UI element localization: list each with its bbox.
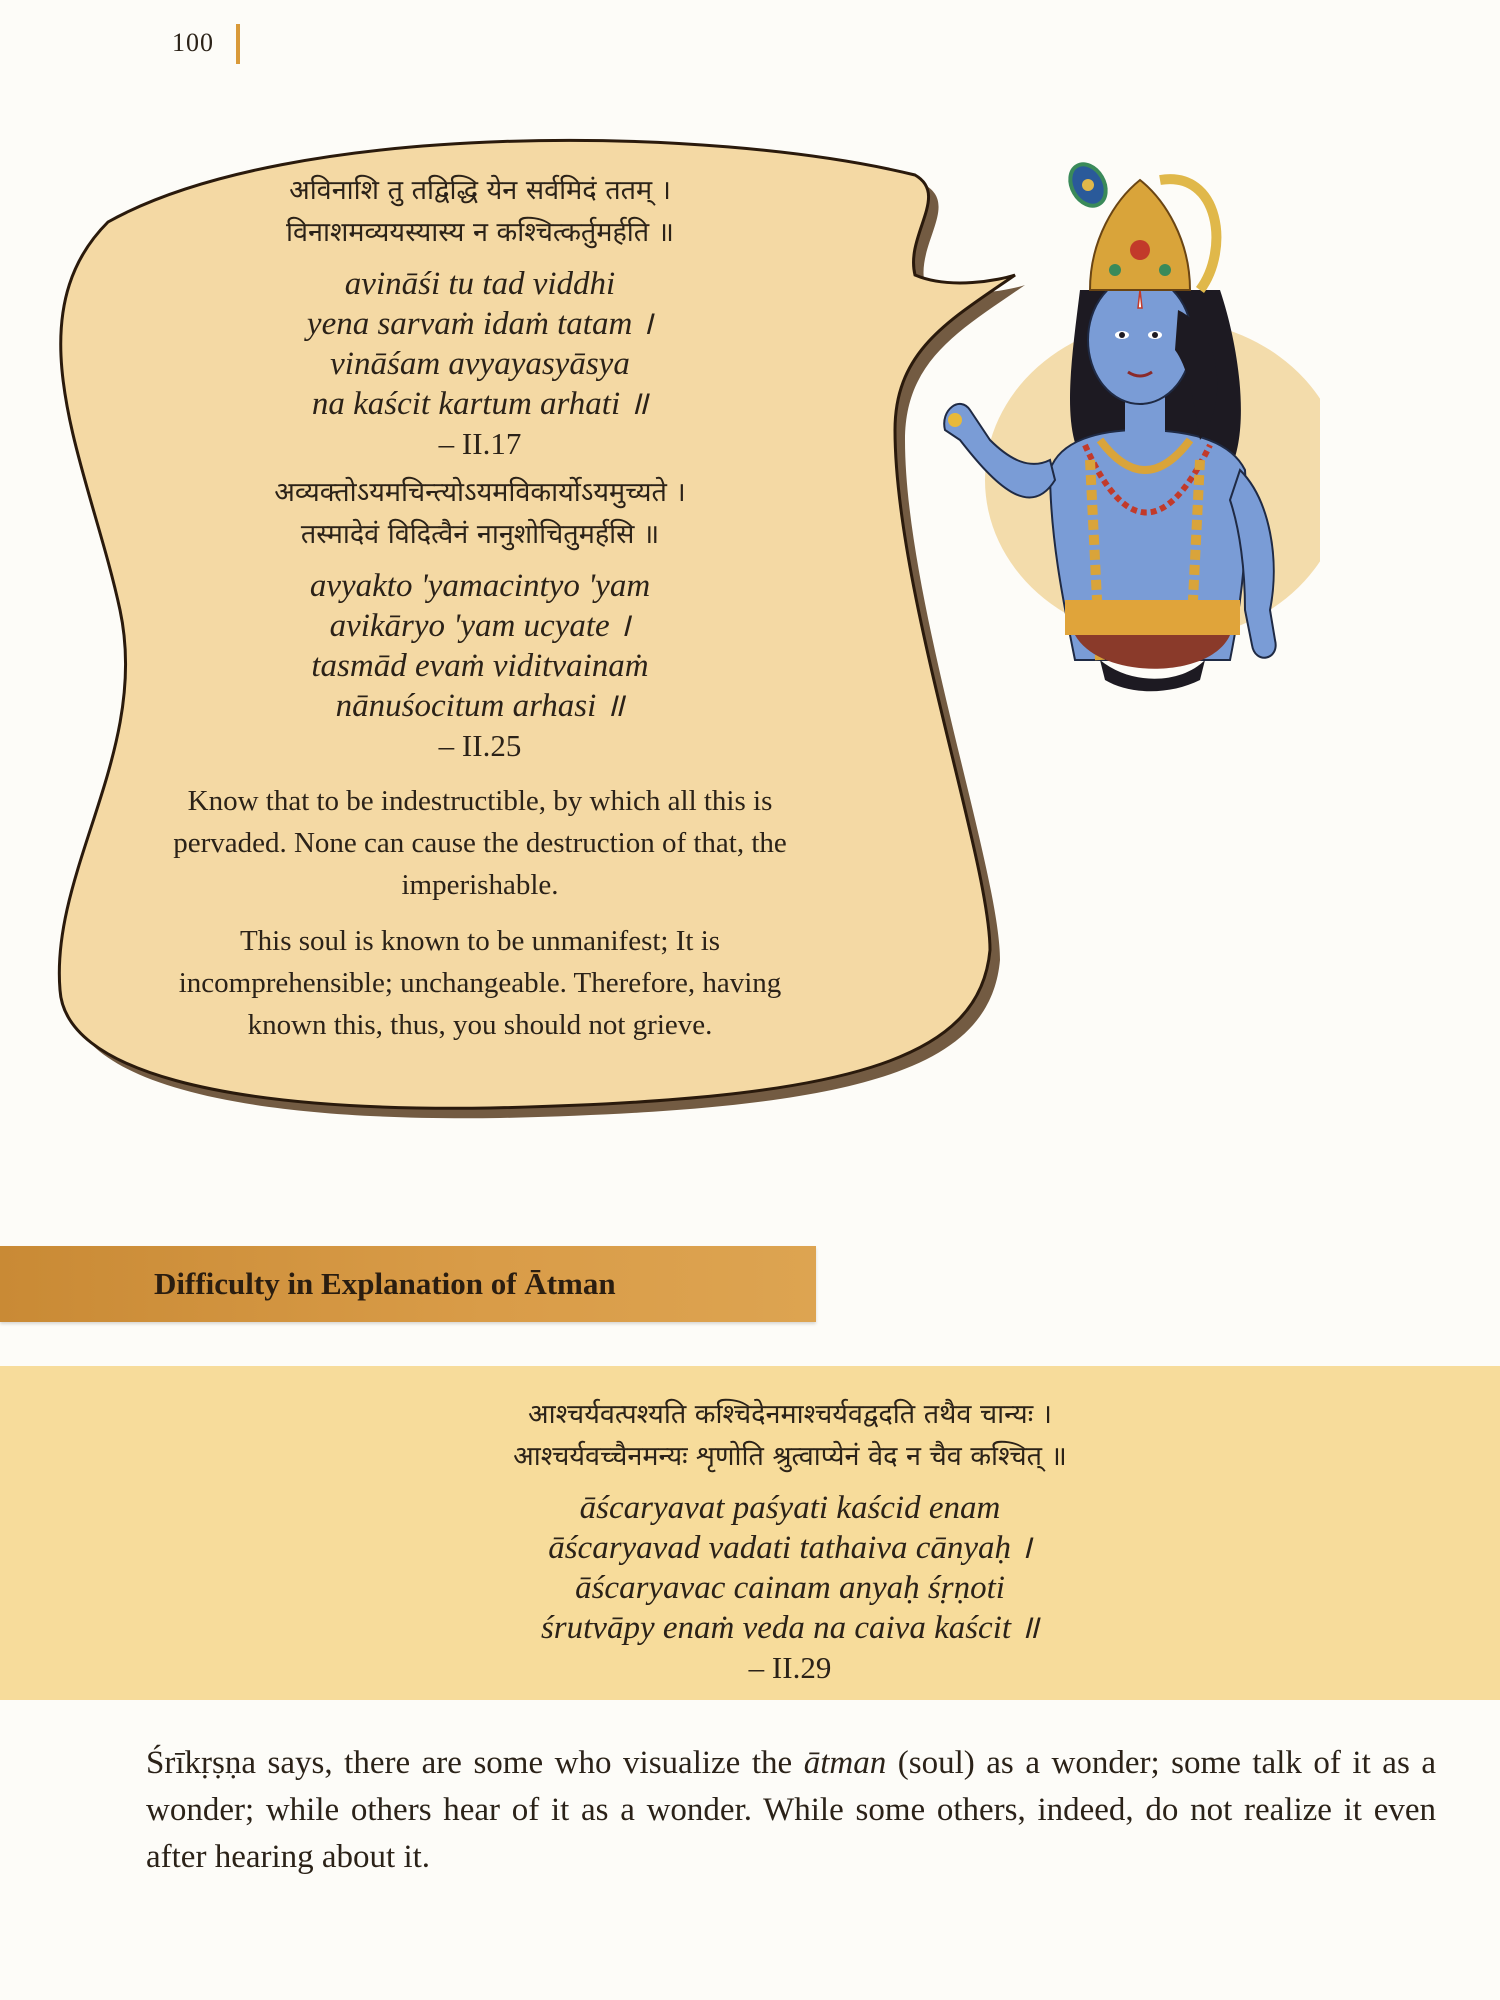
verse-transliteration-line: āścaryavat paśyati kaścid enam [579, 1490, 1001, 1526]
body-text: (soul) as a wonder; some talk of it as a wonder; while others hear of it as a wonder. While some others, indeed, do not realize it even after hearing about it. [146, 1745, 1436, 1875]
verse-translation: Know that to be indestructible, by which all this is pervaded. None can cause the destruction of that, the imperishable. [173, 785, 787, 901]
verse-devanagari-line: अविनाशि तु तद्विद्धि येन सर्वमिदं ततम् । [289, 175, 671, 206]
verse-translation: This soul is known to be unmanifest; It is incomprehensible; unchangeable. Therefore, having known this, thus, you should not grieve. [178, 925, 782, 1041]
verse-transliteration-line: āścaryavac cainam anyaḥ śṛṇoti [575, 1570, 1005, 1606]
speech-bubble-text [130, 170, 830, 1046]
section-heading-bar [0, 1246, 816, 1322]
verse-devanagari-line: विनाशमव्ययस्यास्य न कश्चित्कर्तुमर्हति ॥ [286, 217, 674, 248]
verse-2-17 [130, 170, 830, 464]
verse-transliteration-line: śrutvāpy enaṁ veda na caiva kaścit ॥ [540, 1610, 1040, 1646]
page-number: 100 [172, 28, 214, 57]
verse-transliteration-line: nānuśocitum arhasi ॥ [335, 688, 625, 724]
verse-devanagari-line: तस्मादेवं विदित्वैनं नानुशोचितुमर्हसि ॥ [300, 519, 660, 550]
verse-transliteration-line: yena sarvaṁ idaṁ tatam । [306, 306, 654, 342]
verse-reference: – II.25 [438, 728, 522, 763]
body-text-italic: ātman [803, 1745, 887, 1781]
verse-devanagari-line: आश्चर्यवत्पश्यति कश्चिदेनमाश्चर्यवद्वदति तथैव चान्यः । [527, 1399, 1052, 1430]
verse-transliteration-line: vināśam avyayasyāsya [330, 346, 630, 382]
verse-transliteration-line: āścaryavad vadati tathaiva cānyaḥ । [548, 1530, 1032, 1566]
verse-2-25 [130, 472, 830, 766]
section-heading: Difficulty in Explanation of Ātman [154, 1266, 616, 1301]
verse-2-29 [440, 1394, 1140, 1696]
krishna-figure-icon [900, 140, 1320, 700]
verse-reference: – II.29 [748, 1650, 832, 1685]
verse-transliteration-line: avikāryo 'yam ucyate । [329, 608, 631, 644]
verse-reference: – II.17 [438, 426, 522, 461]
verse-box [0, 1366, 1500, 1700]
body-paragraph [146, 1740, 1436, 1881]
verse-transliteration-line: avināśi tu tad viddhi [344, 266, 616, 302]
verse-transliteration-line: avyakto 'yamacintyo 'yam [309, 568, 651, 604]
verse-transliteration-line: na kaścit kartum arhati ॥ [311, 386, 649, 422]
body-text: Śrīkṛṣṇa says, there are some who visualize the [146, 1745, 804, 1781]
verse-transliteration-line: tasmād evaṁ viditvainaṁ [311, 648, 649, 684]
verse-devanagari-line: अव्यक्तोऽयमचिन्त्योऽयमविकार्योऽयमुच्यते । [274, 477, 686, 508]
verse-devanagari-line: आश्चर्यवच्चैनमन्यः शृणोति श्रुत्वाप्येनं वेद न चैव कश्चित् ॥ [513, 1441, 1067, 1472]
